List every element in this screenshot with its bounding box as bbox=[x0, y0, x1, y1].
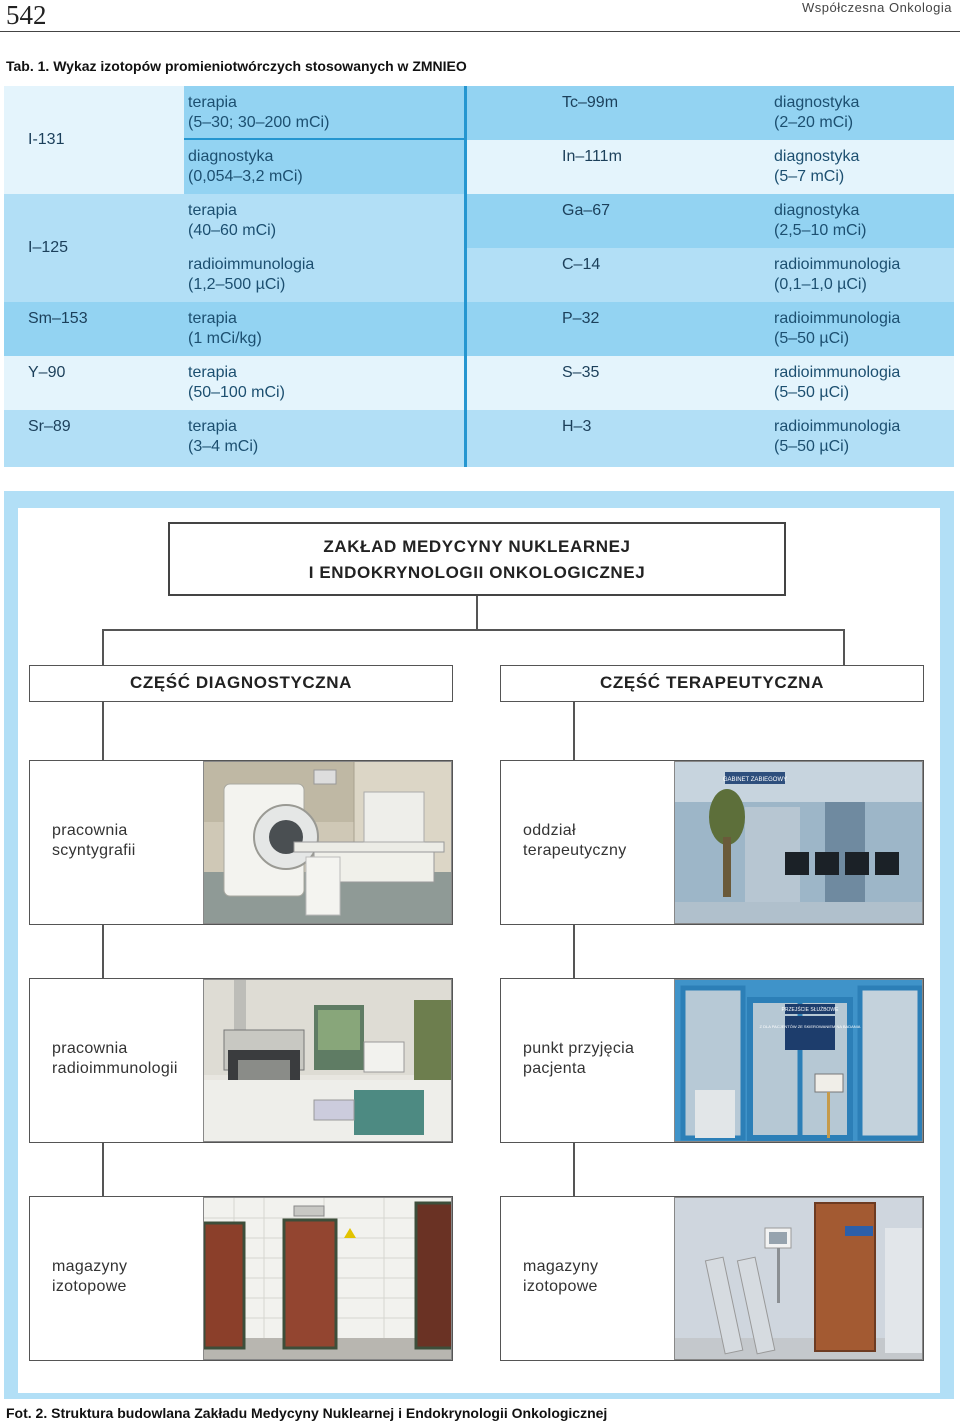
isotope-use: radioimmunologia (0,1–1,0 µCi) bbox=[774, 256, 901, 293]
isotope-name: P–32 bbox=[562, 310, 600, 327]
table-row bbox=[4, 356, 464, 410]
isotope-table bbox=[4, 86, 954, 467]
unit-label: punkt przyjęcia pacjenta bbox=[523, 1040, 635, 1077]
isotope-name: Tc–99m bbox=[562, 94, 619, 111]
isotope-use: radioimmunologia (5–50 µCi) bbox=[774, 418, 901, 455]
diagnostic-part-box: CZĘŚĆ DIAGNOSTYCZNA bbox=[29, 665, 453, 702]
isotope-name: C–14 bbox=[562, 256, 601, 273]
connector-line bbox=[476, 596, 478, 629]
table-row bbox=[467, 140, 954, 194]
isotope-use: diagnostyka (2–20 mCi) bbox=[774, 94, 860, 131]
isotope-use: diagnostyka (5–7 mCi) bbox=[774, 148, 860, 185]
isotope-name: I–125 bbox=[28, 239, 69, 256]
isotope-name: H–3 bbox=[562, 418, 592, 435]
entrance-sign-subtext: Z DLA PACJENTÓW ZE SKIEROWANIEM NA BADANIA bbox=[759, 1024, 861, 1029]
photo-radioimmunology-lab bbox=[203, 979, 452, 1142]
photo-patient-admission-entrance bbox=[674, 979, 923, 1142]
isotope-name: S–35 bbox=[562, 364, 600, 381]
table-row bbox=[4, 410, 464, 467]
photo-therapeutic-ward-corridor bbox=[674, 761, 923, 924]
figure-caption: Fot. 2. Struktura budowlana Zakładu Medycyny Nuklearnej i Endokrynologii Onkologicznej bbox=[6, 1405, 608, 1421]
isotope-use: terapia (50–100 mCi) bbox=[188, 364, 285, 401]
isotope-use: diagnostyka (2,5–10 mCi) bbox=[774, 202, 867, 239]
unit-label: magazyny izotopowe bbox=[52, 1258, 128, 1295]
photo-isotope-storage-doors bbox=[203, 1197, 452, 1360]
isotope-use: radioimmunologia (5–50 µCi) bbox=[774, 310, 901, 347]
unit-therapeutic-ward bbox=[500, 760, 924, 925]
table-row bbox=[4, 194, 464, 302]
isotope-table-left bbox=[4, 86, 464, 467]
connector-line bbox=[843, 629, 845, 665]
structure-diagram-canvas bbox=[18, 508, 940, 1393]
connector-line bbox=[573, 925, 575, 978]
isotope-name: Sr–89 bbox=[28, 418, 71, 435]
isotope-use: terapia (3–4 mCi) bbox=[188, 418, 259, 455]
unit-radioimmunology bbox=[29, 978, 453, 1143]
department-title-line-1: ZAKŁAD MEDYCYNY NUKLEARNEJ bbox=[323, 537, 631, 556]
connector-line bbox=[102, 629, 104, 665]
connector-line bbox=[102, 925, 104, 978]
page-header bbox=[0, 0, 960, 32]
table-row bbox=[467, 194, 954, 248]
isotope-name: Ga–67 bbox=[562, 202, 611, 219]
unit-label: magazyny izotopowe bbox=[523, 1258, 599, 1295]
page-number: 542 bbox=[6, 0, 47, 30]
isotope-use: radioimmunologia (1,2–500 µCi) bbox=[188, 256, 315, 293]
therapeutic-part-box: CZĘŚĆ TERAPEUTYCZNA bbox=[500, 665, 924, 702]
isotope-use: diagnostyka (0,054–3,2 mCi) bbox=[188, 148, 303, 185]
table-row bbox=[467, 356, 954, 410]
table-row bbox=[467, 302, 954, 356]
table-row bbox=[4, 302, 464, 356]
structure-diagram bbox=[4, 491, 954, 1399]
entrance-sign-text: PRZEJŚCIE SŁUŻBOWE bbox=[781, 1007, 839, 1013]
isotope-name: I-131 bbox=[28, 131, 65, 148]
table-caption: Tab. 1. Wykaz izotopów promieniotwórczych stosowanych w ZMNIEO bbox=[6, 58, 467, 74]
isotope-name: In–111m bbox=[562, 148, 622, 165]
unit-isotope-storage-diagnostic bbox=[29, 1196, 453, 1361]
unit-label: oddział terapeutyczny bbox=[523, 822, 627, 859]
isotope-table-right bbox=[467, 86, 954, 467]
photo-isotope-storage-monitor bbox=[674, 1197, 923, 1360]
table-row bbox=[467, 410, 954, 467]
connector-line bbox=[573, 1143, 575, 1196]
isotope-use: terapia (1 mCi/kg) bbox=[188, 310, 262, 347]
isotope-name: Y–90 bbox=[28, 364, 66, 381]
isotope-use: radioimmunologia (5–50 µCi) bbox=[774, 364, 901, 401]
unit-scintigraphy bbox=[29, 760, 453, 925]
isotope-use: terapia (5–30; 30–200 mCi) bbox=[188, 94, 330, 131]
table-row bbox=[467, 86, 954, 140]
department-title-box bbox=[168, 522, 786, 596]
table-row bbox=[467, 248, 954, 302]
corridor-sign-text: GABINET ZABIEGOWY bbox=[722, 777, 788, 783]
unit-label: pracownia radioimmunologii bbox=[52, 1040, 178, 1077]
unit-isotope-storage-therapeutic bbox=[500, 1196, 924, 1361]
department-title-line-2: I ENDOKRYNOLOGII ONKOLOGICZNEJ bbox=[308, 563, 646, 582]
unit-label: pracownia scyntygrafii bbox=[52, 822, 136, 859]
table-row bbox=[4, 86, 464, 194]
connector-line bbox=[573, 702, 575, 760]
isotope-use: terapia (40–60 mCi) bbox=[188, 202, 277, 239]
journal-title: Współczesna Onkologia bbox=[802, 0, 952, 15]
connector-line bbox=[102, 629, 844, 631]
connector-line bbox=[102, 1143, 104, 1196]
connector-line bbox=[102, 702, 104, 760]
unit-patient-admission bbox=[500, 978, 924, 1143]
isotope-name: Sm–153 bbox=[28, 310, 88, 327]
photo-scintigraphy-room bbox=[203, 761, 452, 924]
